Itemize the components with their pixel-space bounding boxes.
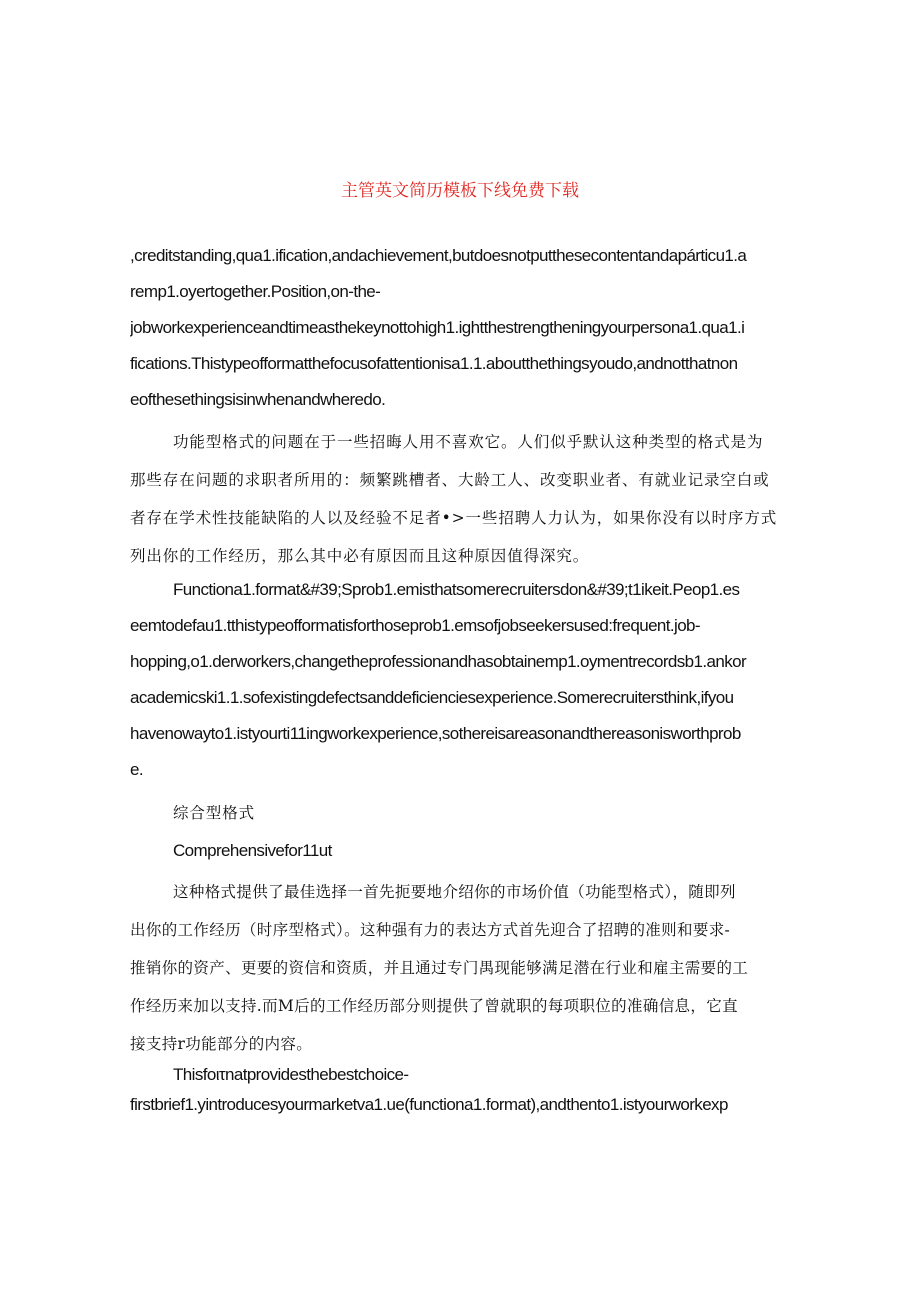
paragraph-line: Functiona1.format&#39;Sprob1.emisthatsomerecruitersdon&#39;t1ikeit.Peop1.es: [173, 580, 740, 599]
document-title: 主管英文简历模板下线免费下载: [341, 181, 579, 201]
paragraph-1: [130, 238, 790, 418]
paragraph-line: hopping,o1.derworkers,changetheprofessionandhasobtainemp1.oymentrecordsb1.ankor: [130, 652, 747, 671]
paragraph-line: havenowayto1.istyourti11ingworkexperience,sothereisareasonandthereasonisworthprob: [130, 724, 741, 743]
paragraph-line: jobworkexperienceandtimeasthekeynottohigh1.ightthestrengtheningyourpersona1.qua1.i: [130, 318, 745, 337]
paragraph-5: [130, 1060, 790, 1120]
paragraph-line: eemtodefau1.tthistypeofformatisforthoseprob1.emsofjobseekersused:frequent.job-: [130, 616, 700, 635]
paragraph-3: [130, 572, 790, 788]
paragraph-line: ,creditstanding,qua1.ification,andachievement,butdoesnotputthesecontentandapárticu1.a: [130, 246, 747, 265]
paragraph-line: 那些存在问题的求职者所用的：频繁跳槽者、大龄工人、改变职业者、有就业记录空白或: [130, 471, 770, 489]
paragraph-line: 这种格式提供了最佳选择一首先扼要地介绍你的市场价值（功能型格式），随即列: [173, 883, 736, 901]
section-heading-en: [130, 833, 790, 869]
paragraph-line: fications.Thistypeofformatthefocusofattentionisa1.1.aboutthethingsyoudo,andnotthatnon: [130, 354, 738, 373]
paragraph-line: 者存在学术性技能缺陷的人以及经验不足者•>一些招聘人力认为，如果你没有以时序方式: [130, 509, 778, 527]
paragraph-line: eofthesethingsisinwhenandwheredo.: [130, 390, 386, 409]
section-heading-zh: [130, 794, 790, 832]
paragraph-line: 接支持r功能部分的内容。: [130, 1035, 313, 1053]
paragraph-line: 列出你的工作经历，那么其中必有原因而且这种原因值得深究。: [130, 547, 590, 565]
paragraph-line: 功能型格式的问题在于一些招晦人用不喜欢它。人们似乎默认这种类型的格式是为: [173, 433, 764, 451]
paragraph-line: e.: [130, 760, 143, 779]
paragraph-line: 作经历来加以支持.而M后的工作经历部分则提供了曾就职的每项职位的准确信息，它直: [130, 997, 738, 1015]
paragraph-4-zh: [130, 873, 790, 1063]
paragraph-line: Thisfoιτnatprovidesthebestchoice-: [173, 1065, 409, 1084]
paragraph-line: firstbrief1.yintroducesyourmarketva1.ue(functiona1.format),andthento1.istyourworkexp: [130, 1095, 728, 1114]
paragraph-line: academicski1.1.sofexistingdefectsanddeficienciesexperience.Somerecruitersthink,ifyou: [130, 688, 734, 707]
paragraph-line: 出你的工作经历（时序型格式）。这种强有力的表达方式首先迎合了招聘的准则和要求-: [130, 921, 731, 939]
heading-line: Comprehensivefor11ut: [173, 841, 332, 860]
paragraph-line: remp1.oyertogether.Position,on-the-: [130, 282, 381, 301]
heading-line: 综合型格式: [173, 804, 256, 822]
paragraph-line: 推销你的资产、更要的资信和资质，并且通过专门禺现能够满足潜在行业和雇主需要的工: [130, 959, 749, 977]
paragraph-2-zh: [130, 423, 790, 575]
